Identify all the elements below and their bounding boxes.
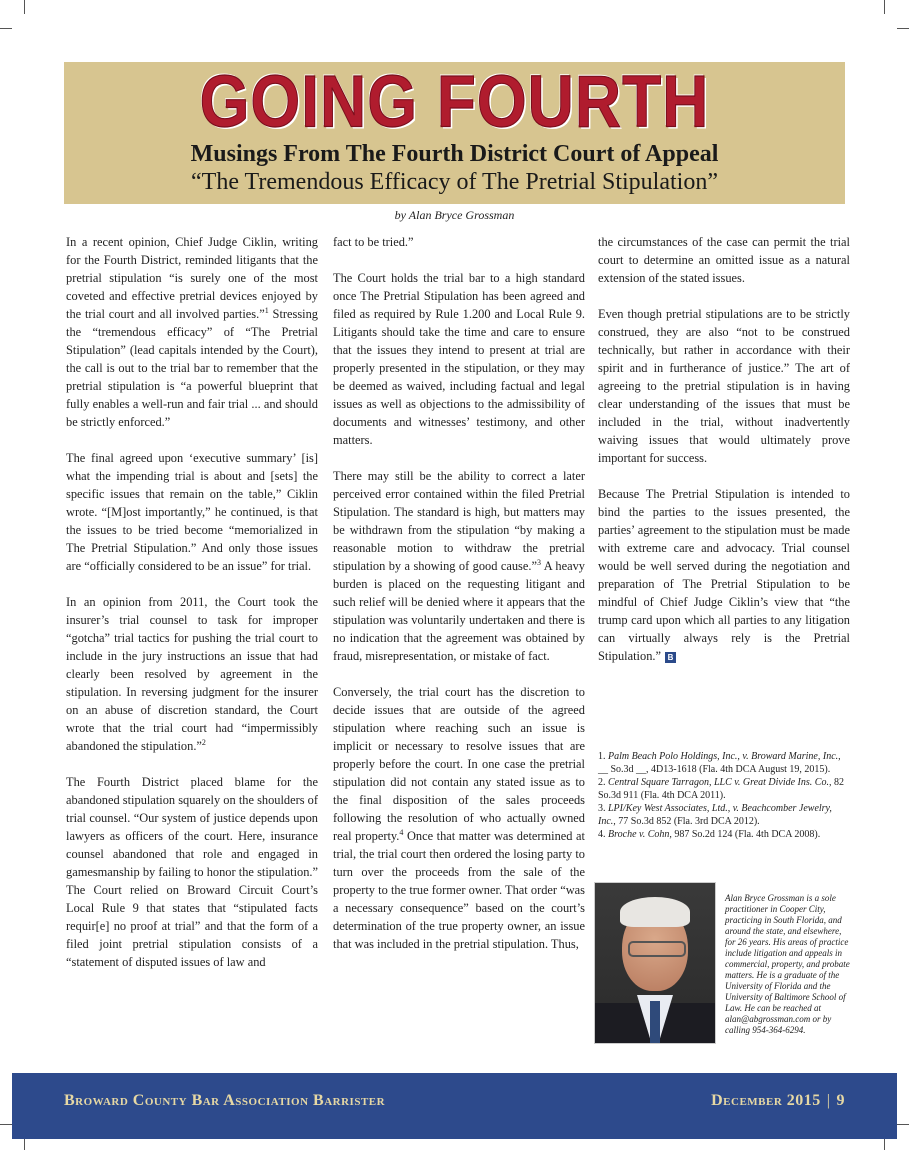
- author-photo: [594, 882, 716, 1044]
- separator: |: [826, 1092, 831, 1109]
- article-title: “The Tremendous Efficacy of The Pretrial Stipulation”: [191, 169, 718, 195]
- crop-mark: [884, 0, 885, 14]
- column-title: GOING FOURTH: [199, 59, 710, 143]
- crop-mark: [24, 0, 25, 14]
- crop-mark: [897, 1124, 909, 1125]
- paragraph: the circumstances of the case can permit the trial court to determine an omitted issue as a natural extension of the stated issues.: [598, 235, 850, 285]
- paragraph: The Fourth District placed blame for the abandoned stipulation squarely on the shoulders of trial counsel. “Our system of justice depends upon lawyers as officers of the court. Here, insurance counsel abandoned that role and engaged in gamesmanship by failing to honor the stipulation.” The Court relied on Broward Circuit Court’s Local Rule 9 that states that “stipulated facts requir[e] no proof at trial” and that the form of a filed joint pretrial stipulation consists of a “statement of disputed issues of law and: [66, 775, 318, 969]
- paragraph: In a recent opinion, Chief Judge Ciklin, writing for the Fourth District, reminded litigants that the pretrial stipulation “is surely one of the most coveted and effective pretrial devices enjoyed by the trial court and all involved parties.”$^1$ Stressing the “tremendous efficacy” of “The Pretrial Stipulation” (lead capitals intended by the Court), the call is out to the trial bar to remember that the pretrial stipulation is “a powerful blueprint that fully enables a well-run and fair trial ... and should be strictly enforced.”: [66, 235, 318, 429]
- paragraph: In an opinion from 2011, the Court took the insurer’s trial counsel to task for improper “gotcha” trial tactics for pushing the trial court to include in the jury instructions an issue that had clearly been resolved by agreement in the stipulation. In reversing judgment for the insurer on an abuse of discretion standard, the Court wrote that the trial court had “impermissibly abandoned the stipulation.”$^2$: [66, 595, 318, 753]
- page-number: 9: [836, 1092, 845, 1109]
- paragraph: Conversely, the trial court has the discretion to decide issues that are outside of the agreed stipulation where reaching such an issue is implicit or necessary to resolve issues that are properly before the court. In one case the pretrial stipulation did not contain any stated issue as to the final disposition of the sales proceeds following the resolution of who actually owned real property.$^4$ Once that matter was determined at trial, the trial court then ordered the losing party to turn over the proceeds from the sale of the property to the true former owner. That order “was a necessary consequence” based on the court’s determination of the true property owner, an issue that was included in the pretrial stipulation. Thus,: [333, 685, 585, 951]
- footnote-ref: 3: [536, 557, 541, 567]
- author-bio: Alan Bryce Grossman is a sole practitioner in Cooper City, practicing in South Florida, and around the state, and elsewhere, for 26 years. His areas of practice include litigation and appeals in commercial, property, and probate matters. He is a graduate of the University of Florida and the University of Baltimore School of Law. He can be reached at alan@abgrossman.com or by calling 954-364-6294.: [725, 893, 850, 1035]
- paragraph: There may still be the ability to correct a later perceived error contained within the filed Pretrial Stipulation. The standard is high, but matters may be withdrawn from the stipulation “by making a reasonable motion to withdraw the pretrial stipulation by a showing of good cause.”$^3$ A heavy burden is placed on the requesting litigant and such relief will be denied where it appears that the stipulation was voluntarily undertaken and there is no indication that the agreement was obtained by fraud, misrepresentation, or mistake of fact.: [333, 469, 585, 663]
- paragraph: fact to be tried.”: [333, 235, 414, 249]
- crop-mark: [897, 28, 909, 29]
- footnote: 3. LPI/Key West Associates, Ltd., v. Beachcomber Jewelry, Inc., 77 So.3d 852 (Fla. 3rd DCA 2012).: [598, 803, 832, 827]
- article-column-3: [598, 233, 850, 683]
- footnote-ref: 2: [201, 737, 206, 747]
- article-column-1: [66, 233, 318, 989]
- issue-date: December 2015: [711, 1092, 821, 1109]
- end-mark-icon: B: [665, 652, 676, 663]
- footnote-ref: 1: [264, 305, 269, 315]
- publication-name: Broward County Bar Association Barrister: [64, 1092, 386, 1109]
- footnote: 4. Broche v. Cohn, 987 So.2d 124 (Fla. 4th DCA 2008).: [598, 829, 821, 840]
- paragraph: The Court holds the trial bar to a high standard once The Pretrial Stipulation has been agreed and filed as required by Rule 1.200 and Local Rule 9. Litigants should take the time and care to ensure that the issues they intend to present at trial are properly presented in the stipulation, or they may be deemed as waived, including factual and legal issues as well as objections to the admissibility of documents and witnesses’ testimony, and other matters.: [333, 271, 585, 447]
- crop-mark: [0, 28, 12, 29]
- page-footer: [12, 1073, 897, 1139]
- issue-info: [711, 1092, 845, 1110]
- crop-mark: [0, 1124, 12, 1125]
- header-banner: [64, 59, 845, 204]
- article-column-2: [333, 233, 585, 971]
- paragraph: Even though pretrial stipulations are to be strictly construed, they are also “not to be construed technically, but rather in accordance with their spirit and in furtherance of justice.” The art of agreeing to the pretrial stipulation is in having clear understanding of the issues that must be included in the trial, without inadvertently waiving issues that would ultimately prove important for success.: [598, 307, 850, 465]
- paragraph: The final agreed upon ‘executive summary’ [is] what the impending trial is about and [sets] the specific issues that remain on the table,” Ciklin wrote. “[M]ost importantly,” he continued, is that the issues to be tried become “memorialized in The Pretrial Stipulation.” And only those issues are “officially considered to be an issue” for trial.: [66, 451, 318, 573]
- paragraph: Because The Pretrial Stipulation is intended to bind the parties to the issues presented, the parties’ agreement to the stipulation must be made with extreme care and advocacy. Trial counsel would be well served during the negotiation and preparation of The Pretrial Stipulation to be mindful of Chief Judge Ciklin’s view that “the trump card upon which all parties to any litigation can virtually always rely is the Pretrial Stipulation.” B: [598, 487, 850, 663]
- footnote: 1. Palm Beach Polo Holdings, Inc., v. Broward Marine, Inc., __ So.3d __, 4D13-1618 (Fla. 4th DCA August 19, 2015).: [598, 751, 841, 775]
- footnote-ref: 4: [399, 827, 404, 837]
- footnote: 2. Central Square Tarragon, LLC v. Great Divide Ins. Co., 82 So.3d 911 (Fla. 4th DCA 2011).: [598, 777, 844, 801]
- byline: by Alan Bryce Grossman: [394, 208, 515, 222]
- footnotes: [598, 750, 850, 841]
- column-subtitle: Musings From The Fourth District Court of Appeal: [190, 141, 719, 167]
